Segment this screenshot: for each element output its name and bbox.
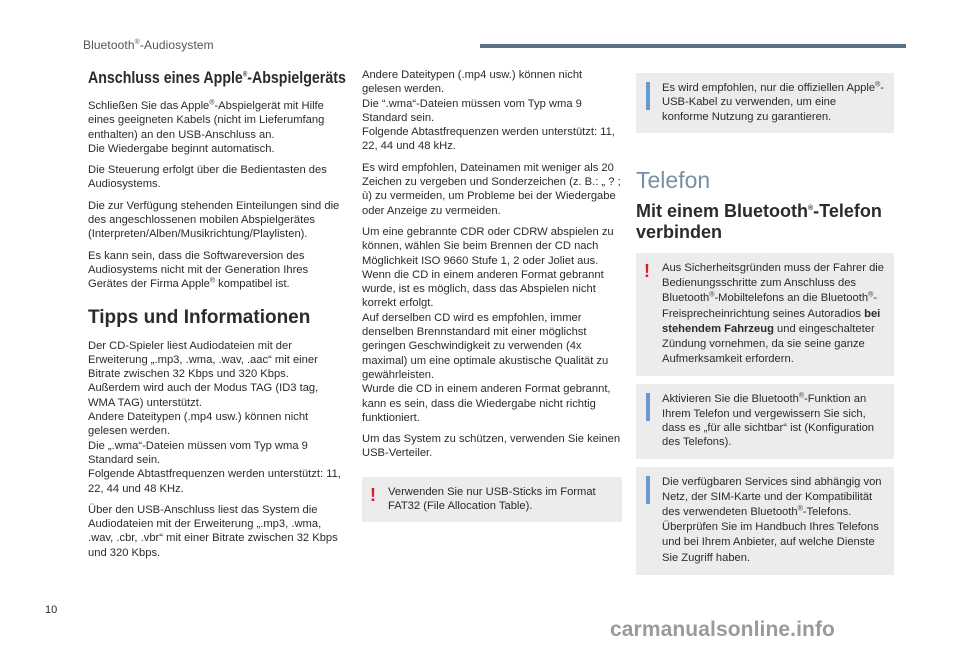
warning-box-safety: ! Aus Sicherheitsgründen muss der Fahrer die Bedienungsschritte zum Anschluss des Bluetooth®-Mobiltelefons an die Bluetooth®-Freisprecheinrichtung seines Autoradios bei stehendem Fahrzeug und eingeschalteter Zündung vornehmen, da sie seine ganze Aufmerksamkeit erfordern. xyxy=(636,253,894,376)
paragraph: Der CD-Spieler liest Audiodateien mit der Erweiterung „.mp3, .wma, .wav, .aac“ mit einer Bitrate zwischen 32 Kbps und 320 Kbps. Außerdem wird auch der Modus TAG (ID3 tag, WMA TAG) unterstützt. Andere Dateitypen (.mp4 usw.) können nicht gelesen werden. Die „.wma“-Dateien müssen vom Typ wma 9 Standard sein. Folgende Abtastfrequenzen werden unterstützt: 11, 22, 44 und 48 KHz. xyxy=(88,339,341,495)
paragraph: Andere Dateitypen (.mp4 usw.) können nicht gelesen werden. Die “.wma“-Dateien müssen vom Typ wma 9 Standard sein. Folgende Abtastfrequenzen werden unterstützt: 11, 22, 44 und 48 kHz. xyxy=(362,69,615,153)
section-heading-apple: Anschluss eines Apple®-Abspielgeräts xyxy=(88,69,346,87)
paragraph: Schließen Sie das Apple®-Abspielgerät mit Hilfe eines geeigneten Kabels (nicht im Lieferumfang enthalten) an den USB-Anschluss an. Die Wiedergabe beginnt automatisch. xyxy=(88,99,325,155)
section-heading-tips: Tipps und Informationen xyxy=(88,306,311,328)
running-header: Bluetooth®-Audiosystem xyxy=(83,38,214,52)
info-icon xyxy=(646,393,650,421)
paragraph: Es kann sein, dass die Softwareversion des Audiosystems nicht mit der Generation Ihres Gerätes der Firma Apple® kompatibel ist. xyxy=(88,249,309,291)
subsection-heading-bluetooth: Mit einem Bluetooth®-Telefon verbinden xyxy=(636,200,882,242)
header-bar xyxy=(480,44,906,48)
section-heading-telefon: Telefon xyxy=(636,166,711,193)
column-right xyxy=(636,68,894,575)
watermark: carmanualsonline.info xyxy=(610,618,835,641)
warning-icon: ! xyxy=(370,484,376,505)
paragraph: Um das System zu schützen, verwenden Sie keinen USB-Verteiler. xyxy=(362,433,621,460)
paragraph: Um eine gebrannte CDR oder CDRW abspielen zu können, wählen Sie beim Brennen der CD nach Möglichkeit ISO 9660 Stufe 1, 2 oder Joliet aus. Wenn die CD in einem anderen Format gebrannt wurde, ist es möglich, dass das Abspielen nicht korrekt erfolgt. Auf derselben CD wird es empfohlen, immer denselben Brennstandard mit einer möglichst geringen Geschwindigkeit zu verwenden (4x maximal) um eine optimale akustische Qualität zu gewährleisten. Wurde die CD in einem anderen Format gebrannt, kann es sein, dass die Wiedergabe nicht richtig funktioniert. xyxy=(362,225,614,424)
info-box-apple-cable: Es wird empfohlen, nur die offiziellen Apple®-USB-Kabel zu verwenden, um eine konforme Nutzung zu garantieren. xyxy=(636,73,894,133)
page-number: 10 xyxy=(45,604,58,616)
warning-icon: ! xyxy=(644,260,650,281)
info-icon xyxy=(646,476,650,504)
paragraph: Es wird empfohlen, Dateinamen mit weniger als 20 Zeichen zu vergeben und Sonderzeichen (z. B.: „ ? ; ù) zu vermeiden, um Probleme bei der Wiedergabe oder Anzeige zu vermeiden. xyxy=(362,161,621,217)
info-box-services: Die verfügbaren Services sind abhängig von Netz, der SIM-Karte und der Kompatibilität des verwendeten Bluetooth®-Telefons. Überprüfen Sie im Handbuch Ihres Telefons und bei Ihrem Anbieter, auf welche Dienste Sie Zugriff haben. xyxy=(636,467,894,575)
paragraph: Die zur Verfügung stehenden Einteilungen sind die des angeschlossenen mobilen Abspielgerätes (Interpreten/Alben/Musikrichtung/Playlisten). xyxy=(88,199,340,241)
paragraph: Die Steuerung erfolgt über die Bedientasten des Audiosystems. xyxy=(88,164,327,191)
column-left xyxy=(88,68,348,567)
warning-box-usb: ! Verwenden Sie nur USB-Sticks im Format FAT32 (File Allocation Table). xyxy=(362,477,622,523)
info-icon xyxy=(646,82,650,110)
paragraph: Über den USB-Anschluss liest das System die Audiodateien mit der Erweiterung „.mp3, .wma, .wav, .cbr, .vbr“ mit einer Bitrate zwischen 32 Kbps und 320 Kbps. xyxy=(88,503,338,559)
info-box-activate-bluetooth: Aktivieren Sie die Bluetooth®-Funktion an Ihrem Telefon und vergewissern Sie sich, dass es „für alle sichtbar“ ist (Konfiguration des Telefons). xyxy=(636,384,894,458)
column-middle xyxy=(362,68,622,522)
